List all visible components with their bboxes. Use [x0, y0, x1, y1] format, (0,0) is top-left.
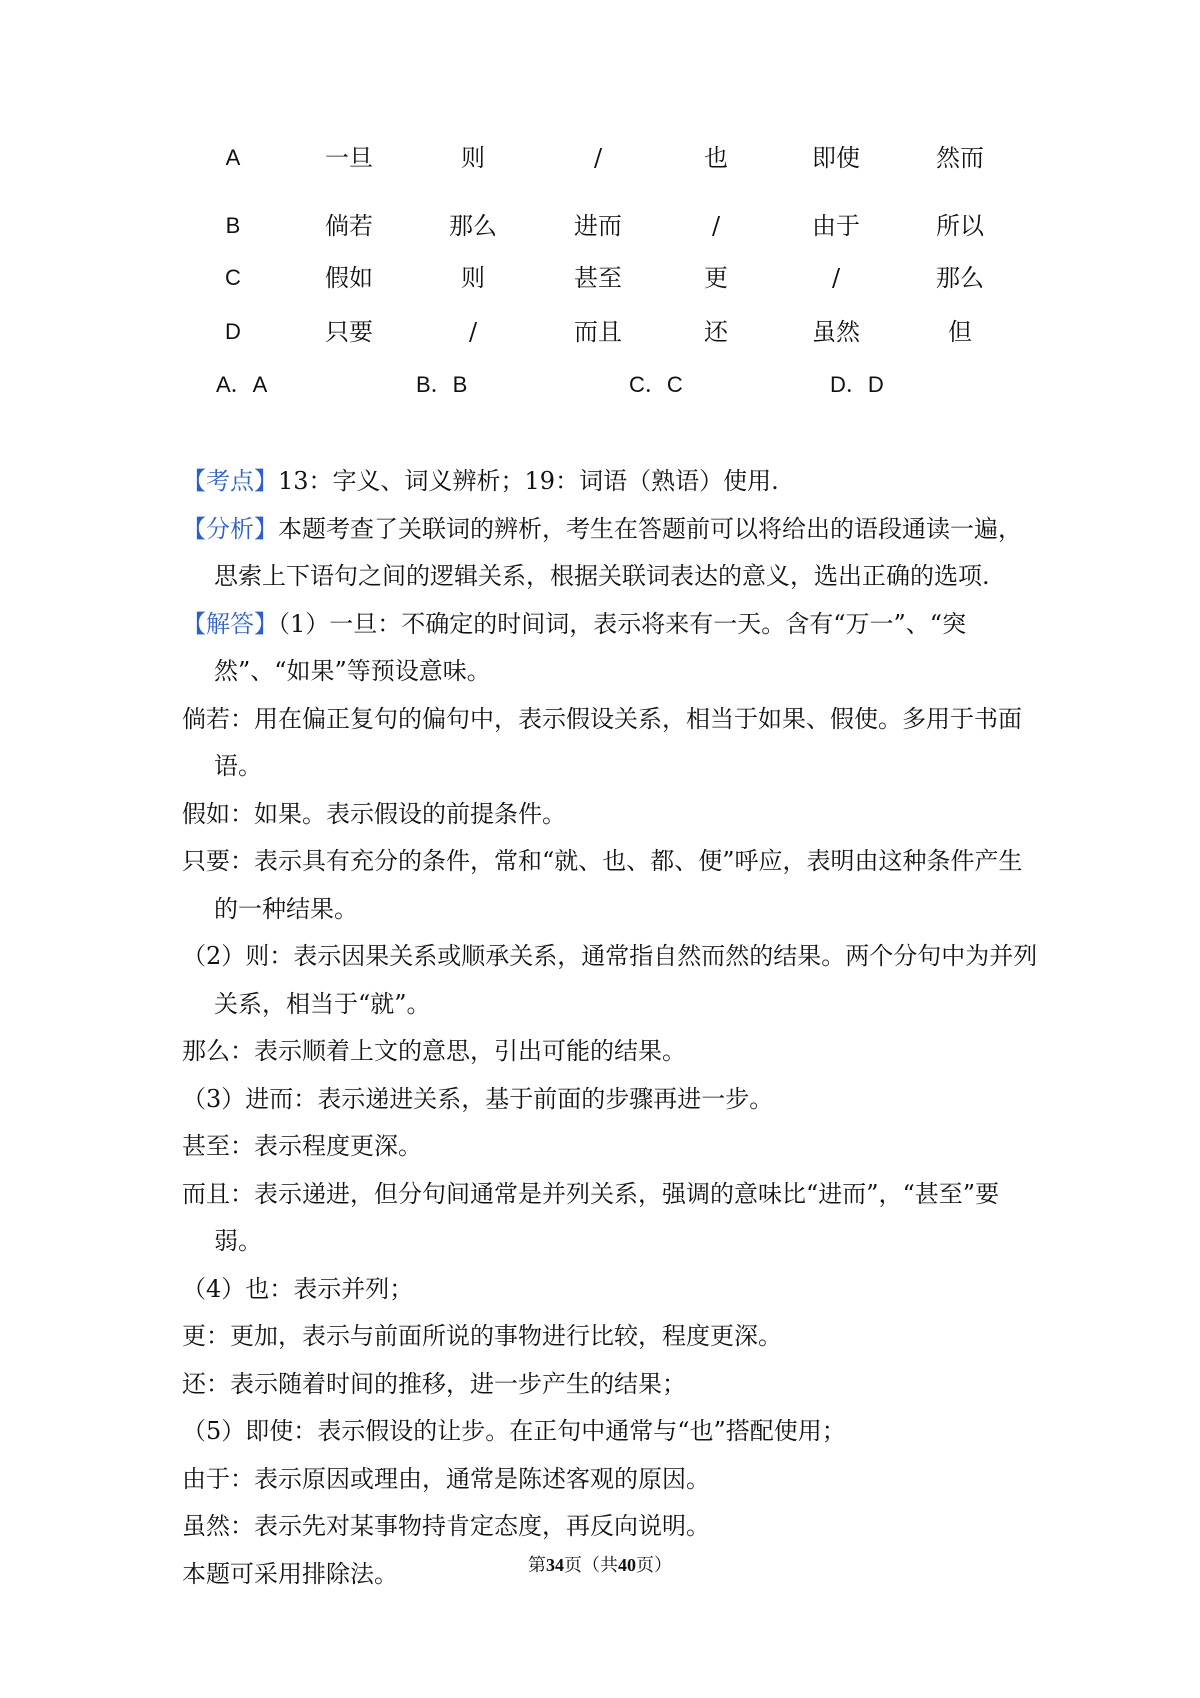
kaodian-tag: 【考点】 — [182, 467, 278, 495]
explanation-paragraph: （5）即使：表示假设的让步。在正句中通常与“也”搭配使用； — [182, 1417, 846, 1445]
footer-page-number: 34 — [546, 1555, 564, 1575]
option-cell: 即使 — [812, 144, 860, 172]
option-cell: 虽然 — [812, 318, 860, 346]
option-cell: 则 — [461, 264, 485, 292]
choice-b: B．B — [416, 372, 468, 397]
option-row-a — [0, 138, 1200, 178]
option-label: D — [225, 319, 241, 344]
option-cell: / — [593, 144, 603, 172]
explanation-paragraph: 还：表示随着时间的推移，进一步产生的结果； — [182, 1369, 686, 1398]
explanation-paragraph: 甚至：表示程度更深。 — [182, 1132, 422, 1160]
fenxi-text: 本题考查了关联词的辨析，考生在答题前可以将给出的语段通读一遍，思索上下语句之间的逻辑关系，根据关联词表达的意义，选出正确的选项. — [214, 514, 1022, 590]
option-cell: 假如 — [325, 264, 373, 292]
explanation-paragraph: （3）进而：表示递进关系，基于前面的步骤再进一步。 — [182, 1084, 774, 1113]
option-cell: 然而 — [936, 144, 984, 172]
explanation-paragraph: （2）则：表示因果关系或顺承关系，通常指自然而然的结果。两个分句中为并列关系，相当于“就”。 — [182, 942, 1038, 1018]
option-label: A — [225, 145, 241, 170]
explanation-paragraph: 虽然：表示先对某事物持肯定态度，再反向说明。 — [182, 1512, 710, 1540]
page-footer — [0, 1550, 1200, 1581]
explanation-paragraph: 由于：表示原因或理由，通常是陈述客观的原因。 — [182, 1464, 710, 1493]
option-cell: 进而 — [574, 212, 622, 240]
explanation-paragraph: 而且：表示递进，但分句间通常是并列关系，强调的意味比“进而”，“甚至”要弱。 — [182, 1179, 1000, 1255]
explanation-paragraph: 那么：表示顺着上文的意思，引出可能的结果。 — [182, 1037, 686, 1065]
jieda-paragraph — [182, 601, 1042, 696]
explanation-paragraph: 倘若：用在偏正复句的偏句中，表示假设关系，相当于如果、假使。多用于书面语。 — [182, 704, 1022, 780]
choice-a: A．A — [216, 372, 268, 397]
option-cell: 但 — [948, 318, 972, 346]
option-cell: 那么 — [936, 264, 984, 292]
kaodian-text: 13：字义、词义辨析；19：词语（熟语）使用. — [278, 467, 779, 495]
explanation-paragraph: （4）也：表示并列； — [182, 1274, 414, 1303]
choice-c: C．C — [629, 372, 683, 397]
option-cell: 还 — [704, 318, 728, 346]
option-cell: 而且 — [574, 318, 622, 346]
option-cell: 由于 — [812, 212, 860, 240]
option-label: B — [225, 213, 241, 238]
option-label: C — [225, 265, 241, 290]
option-cell: 更 — [704, 264, 728, 292]
explanation-paragraph: 更：更加，表示与前面所说的事物进行比较，程度更深。 — [182, 1322, 782, 1350]
footer-prefix: 第 — [528, 1555, 546, 1576]
option-cell: 倘若 — [325, 212, 373, 240]
option-cell: 一旦 — [325, 144, 373, 172]
footer-middle: 页（共 — [564, 1555, 618, 1576]
option-cell: 所以 — [936, 212, 984, 240]
footer-total-pages: 40 — [618, 1555, 636, 1575]
option-cell: 只要 — [325, 318, 373, 346]
explanation-paragraph: 只要：表示具有充分的条件，常和“就、也、都、便”呼应，表明由这种条件产生的一种结果。 — [182, 847, 1023, 923]
option-cell: 甚至 — [574, 264, 622, 292]
option-row-b — [0, 206, 1200, 246]
option-cell: 则 — [461, 144, 485, 172]
option-cell: / — [831, 264, 841, 292]
option-cell: / — [468, 318, 478, 346]
jieda-tag: 【解答】 — [182, 609, 278, 638]
explanation-paragraph: 假如：如果。表示假设的前提条件。 — [182, 799, 566, 828]
explanation-paragraph: 本题可采用排除法。 — [182, 1559, 398, 1588]
option-row-c — [0, 258, 1200, 298]
fenxi-paragraph — [182, 506, 1042, 601]
footer-suffix: 页） — [636, 1555, 672, 1576]
option-cell: / — [711, 212, 721, 240]
option-row-d — [0, 312, 1200, 352]
option-cell: 也 — [704, 144, 728, 172]
option-cell: 那么 — [449, 212, 497, 240]
choice-d: D．D — [830, 372, 884, 397]
fenxi-tag: 【分析】 — [182, 514, 278, 543]
explanation-body — [182, 458, 1042, 1598]
kaodian-paragraph — [182, 458, 1042, 506]
jieda-text: （1）一旦：不确定的时间词，表示将来有一天。含有“万一”、“突然”、“如果”等预设意味。 — [214, 609, 967, 685]
